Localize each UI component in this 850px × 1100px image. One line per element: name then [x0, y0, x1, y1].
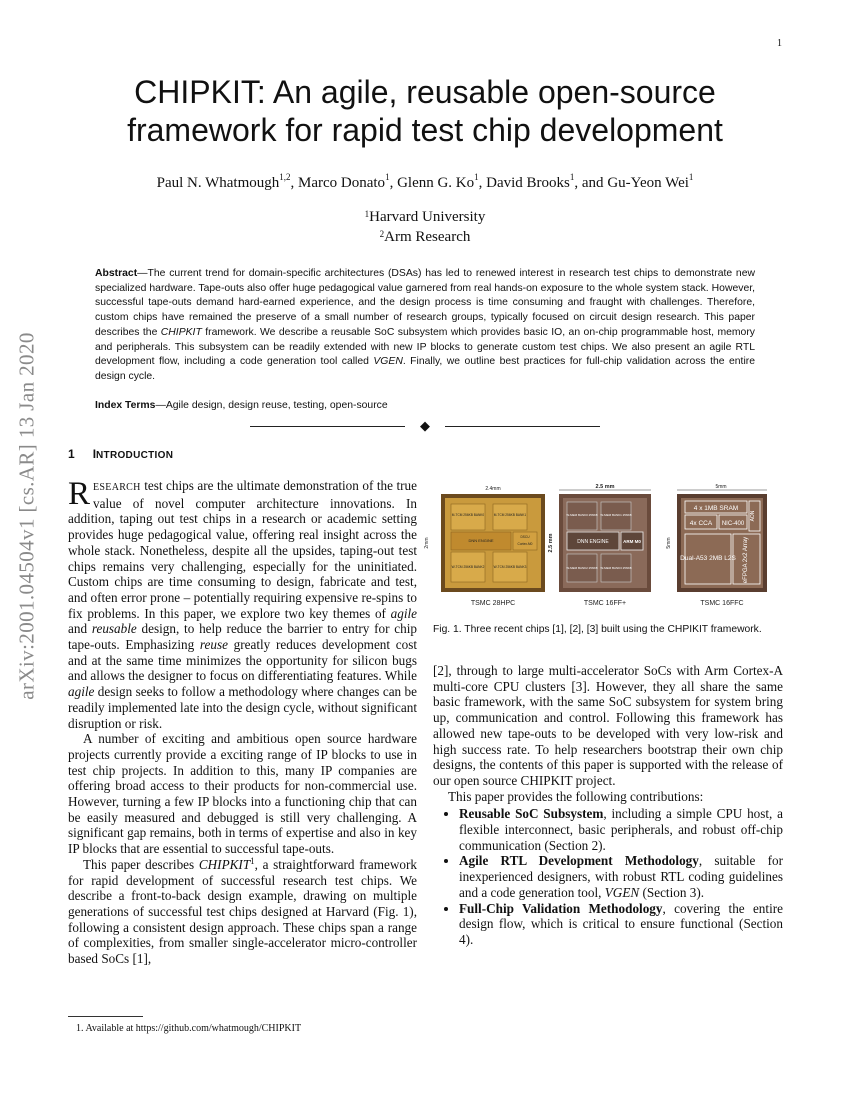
diamond-icon: ◆	[420, 418, 430, 433]
chip-height-label: 2mm	[424, 537, 430, 549]
list-item	[459, 806, 783, 853]
text-run: greatly reduces development cost and at the same time minimizes the opportunity for silicon bugs and allows the designer to focus on differentiating features. While	[68, 637, 417, 684]
affil-sup: 2	[379, 229, 385, 239]
chip-process-label: TSMC 28HPC	[470, 600, 516, 607]
text-run: design, to help reduce the barrier to entry for chip tape-outs. Emphasizing	[68, 621, 418, 653]
em-text: CHIPKIT	[198, 856, 251, 872]
author-list	[80, 172, 770, 192]
chip-block-label: Cortex-M0	[517, 542, 533, 546]
affil-sup: 1	[364, 209, 370, 219]
chip-block-label: 4x CCA	[689, 520, 713, 527]
chip-block-label: eFPGA 2x2 Array	[743, 536, 749, 584]
paragraph: This paper provides the following contributions:	[448, 788, 704, 804]
em-text: agile	[68, 684, 95, 700]
left-column	[68, 478, 417, 967]
footnote	[76, 1023, 301, 1034]
chip-block-label: W-MEM BANK1 256KB	[600, 513, 632, 517]
chip-process-label: TSMC 16FFC	[700, 600, 744, 607]
list-item-heading: Full-Chip Validation Methodology	[459, 900, 663, 916]
abstract-text: The current trend for domain-specific architectures (DSAs) has led to renewed interest in research test chips to demonstrate new specialized hardware. Tape-outs also offer huge pedagogical value garnered from real hands-on exposure to the whole system stack. However, successful tape-outs demand hard-earned experience, and the design process is time consuming and fraught with challenges. Therefore, custom chips have remained the preserve of a small number of research groups, typically focused on circuit design research. This paper describes the	[95, 268, 755, 338]
chip-28hpc	[424, 486, 545, 607]
chip-block-label: M-TCM 256KB BANK0	[451, 513, 485, 517]
list-item-text: (Section 3).	[639, 884, 705, 900]
abstract	[95, 267, 755, 385]
chip-block-label: DSCU	[520, 535, 530, 539]
chip-block-label: NIC-400	[721, 521, 745, 527]
em-text: agile	[390, 605, 417, 621]
index-terms-text: —Agile design, design reuse, testing, open-source	[155, 400, 388, 411]
abstract-em: CHIPKIT	[160, 326, 202, 338]
chip-block-label: DNN ENGINE	[577, 539, 609, 545]
author: Gu-Yeon Wei	[607, 175, 689, 191]
paper-title: CHIPKIT: An agile, reusable open-source framework for rapid test chip development	[127, 74, 723, 148]
chip-height-label: 2.5 mm	[548, 533, 554, 553]
affil-name: Arm Research	[384, 229, 471, 245]
drop-cap: R	[68, 476, 91, 512]
author-affil-sup: 1	[569, 172, 575, 182]
index-terms-label: Index Terms	[95, 400, 156, 411]
abstract-label: Abstract	[95, 268, 138, 279]
abstract-em: VGEN	[373, 356, 403, 368]
contribution-list	[433, 806, 783, 947]
author: Glenn G. Ko	[397, 175, 475, 191]
list-item-text: , including a simple CPU host, a flexible interconnect, basic peripherals, and robust off-chip communication (Section 2).	[459, 806, 783, 853]
affil-name: Harvard University	[369, 209, 486, 225]
paragraph	[68, 478, 417, 731]
paragraph: A number of exciting and ambitious open source hardware projects currently provide a exciting range of IP blocks to use in test chip projects. In addition to this, many IP companies are offering broad access to their products for non-commercial use. However, turning a few IP blocks into a functioning chip that can be easily measured and debugged is still very challenging. A significant gap remains, both in terms of expertise and also in key IP blocks that are essential to successful tape-outs.	[68, 731, 417, 857]
author: Paul N. Whatmough	[156, 175, 280, 191]
list-item-heading: Reusable SoC Subsystem	[459, 806, 604, 822]
author-affil-sup: 1	[688, 172, 694, 182]
affiliations	[100, 207, 750, 247]
chip-block-label: ARM M0	[623, 539, 641, 544]
chip-block-label: W-MEM BANK3 256KB	[600, 566, 632, 570]
footnote-link[interactable]: Available at https://github.com/whatmough/CHIPKIT	[85, 1023, 302, 1034]
chip-block-label: W-MEM BANK2 256KB	[566, 566, 598, 570]
list-item-heading: Agile RTL Development Methodology	[459, 853, 699, 869]
author-sep: ,	[389, 175, 398, 191]
chip-block-label: Dual-A53 2MB L2S	[680, 555, 736, 562]
abstract-text: framework. We describe a reusable SoC subsystem which provides basic IO, an on-chip programmable host, memory and peripherals. This subsystem can be readily extended with new IP blocks to generate custom test chips. We also present an agile RTL development flow, including a code generation tool called	[95, 326, 755, 368]
chip-16ffc	[666, 484, 767, 607]
em-text: reusable	[91, 621, 137, 637]
small-caps-lead: ESEARCH	[93, 482, 141, 493]
chip-block-label: W-MEM BANK0 256KB	[566, 513, 598, 517]
chip-block-label: W-TCM 256KB BANK3	[493, 565, 527, 569]
paragraph: [2], through to large multi-accelerator SoCs with Arm Cortex-A multi-core CPU clusters [3]. However, they all share the same basic framework, with the same SoC subsystem for system bring up, communication and control. Following this framework has allowed new tape-outs to be developed with very low-risk and high success rate. To help researchers bootstrap their own chip designs, the contents of this paper is supported with the release of our open source CHIPKIT project.	[433, 663, 783, 788]
list-item-text: , suitable for inexperienced designers, with robust RTL coding guidelines and a code generation tool,	[459, 853, 783, 900]
separator-line-right	[445, 426, 600, 427]
index-terms	[95, 400, 755, 411]
chip-width-label: 2.4mm	[485, 486, 501, 492]
author-affil-sup: 1,2	[279, 172, 291, 182]
figure-caption: Fig. 1. Three recent chips [1], [2], [3] built using the CHPIKIT framework.	[433, 624, 762, 635]
abstract-text: . Finally, we outline best practices for full-chip validation across the entire design cycle.	[95, 356, 755, 382]
section-title-rest: NTRODUCTION	[96, 450, 174, 461]
text-run: design seeks to follow a methodology where changes can be readily implemented late into the design cycle, without significant disruption or risk.	[68, 684, 418, 731]
chip-width-label: 5mm	[715, 484, 727, 490]
arxiv-stamp-text: arXiv:2001.04504v1 [cs.AR] 13 Jan 2020	[14, 332, 39, 700]
author-sep: , and	[574, 175, 608, 191]
chip-block-label: DNN ENGINE	[468, 538, 494, 543]
list-item-text: , covering the entire design flow, which is critical to ensure functional (Section 4).	[459, 900, 783, 947]
abstract-dash: —	[137, 268, 148, 279]
chip-width-label: 2.5 mm	[595, 484, 615, 490]
footnote-ref[interactable]: 1	[250, 855, 255, 866]
footnote-number: 1.	[76, 1023, 84, 1034]
author-sep: ,	[290, 175, 298, 191]
author-sep: ,	[478, 175, 487, 191]
chip-16ffplus	[548, 484, 651, 607]
author: David Brooks	[486, 175, 570, 191]
affiliation	[100, 207, 750, 227]
arxiv-stamp[interactable]	[10, 296, 44, 736]
separator-line-left	[250, 426, 405, 427]
figure-1	[424, 480, 783, 620]
footnote-rule	[68, 1016, 143, 1017]
chip-block-label: M-TCM 256KB BANK1	[493, 513, 527, 517]
section-heading	[68, 447, 173, 461]
author: Marco Donato	[298, 175, 386, 191]
section-number: 1	[68, 447, 75, 461]
right-column	[433, 663, 783, 948]
text-run: , a straightforward framework for rapid development of successful research test chips. We describe a front-to-back design example, drawing on multiple generations of successful test chips designed at Harvard (Fig. 1), following a consistent design approach. These chips span a range of complexities, from smaller single-accelerator micro-controller based SoCs [1],	[68, 856, 417, 967]
paragraph	[68, 857, 417, 967]
text-run: and	[68, 621, 92, 637]
section-separator	[250, 418, 600, 434]
section-title-initial: I	[92, 447, 97, 461]
chip-block-label: W-TCM 256KB BANK2	[451, 565, 485, 569]
chip-block-label: AON	[750, 510, 756, 522]
chip-block-label: 4 x 1MB SRAM	[693, 505, 739, 512]
chip-process-label: TSMC 16FF+	[583, 600, 627, 607]
list-item	[459, 901, 783, 948]
list-item-em: VGEN	[604, 884, 640, 900]
affiliation	[100, 227, 750, 247]
author-affil-sup: 1	[385, 172, 390, 182]
text-run: test chips are the ultimate demonstration of the true value of novel computer architecture innovations. In addition, taping out test chips in a research or academic setting provides huge pedagogical value, offering real insight across the whole stack. Nonetheless, despite all the upsides, taping-out test chips remains very challenging, especially for the uninitiated. Custom chips are time consuming to design, fabricate and test, and often error prone – potentially requiring expensive re-spins to fix problems. In this paper, we explore two key themes of	[68, 478, 417, 621]
author-affil-sup: 1	[474, 172, 479, 182]
list-item	[459, 853, 783, 900]
text-run: This paper describes	[83, 856, 199, 872]
chip-height-label: 5mm	[666, 537, 672, 549]
em-text: reuse	[199, 637, 228, 653]
page-number: 1	[777, 38, 782, 49]
